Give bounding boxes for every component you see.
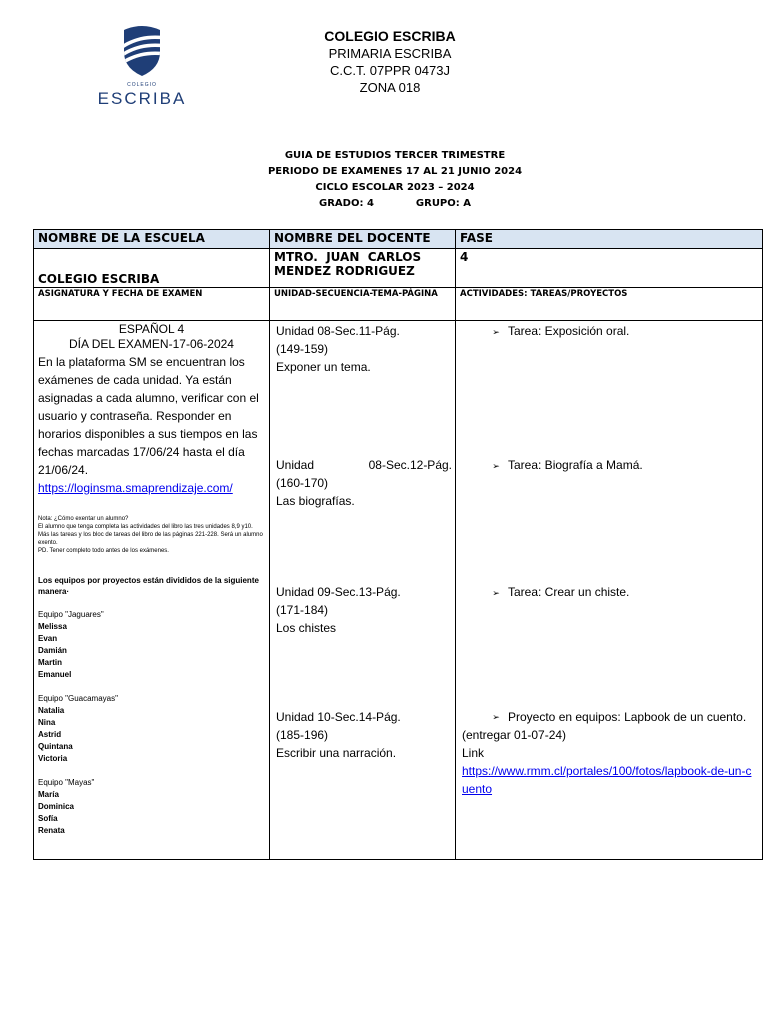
unit-pages: (185-196): [276, 728, 329, 742]
team-name: Equipo "Mayas": [38, 778, 95, 787]
activity-text: Proyecto en equipos: Lapbook de un cuento.: [508, 710, 747, 724]
team-member: Nina: [38, 718, 56, 727]
header-teacher: NOMBRE DEL DOCENTE: [270, 230, 456, 249]
subheader-subject: ASIGNATURA Y FECHA DE EXAMEN: [34, 288, 270, 321]
header-school: NOMBRE DE LA ESCUELA: [34, 230, 270, 249]
subheader-unit: UNIDAD-SECUENCIA-TEMA-PÁGINA: [270, 288, 456, 321]
activity-item: [484, 583, 754, 602]
unit-topic: Escribir una narración.: [276, 746, 397, 760]
deliver-date: (entregar 01-07-24): [462, 728, 567, 742]
arrow-bullet-icon: ➢: [492, 588, 500, 598]
unit-line1: Unidad 08-Sec.11-Pág.: [276, 324, 400, 338]
arrow-bullet-icon: ➢: [492, 327, 500, 337]
school-name: COLEGIO ESCRIBA: [324, 28, 456, 44]
unit-line1-b: 08-Sec.12-Pág.: [368, 458, 452, 472]
team-member: Natalia: [38, 706, 65, 715]
link-label: Link: [462, 746, 485, 760]
info-row: [34, 249, 763, 288]
guide-period: PERIODO DE EXAMENES 17 AL 21 JUNIO 2024: [267, 166, 523, 177]
guide-header: [200, 148, 590, 212]
platform-link[interactable]: https://loginsma.smaprendizaje.com/: [38, 481, 233, 495]
team-member: Melissa: [38, 622, 67, 631]
teams-intro: Los equipos por proyectos están divididos de la siguiente manera·: [38, 576, 259, 596]
activity-text: Tarea: Crear un chiste.: [508, 585, 630, 599]
exam-date: DÍA DEL EXAMEN-17-06-2024: [69, 337, 234, 351]
exemption-note: [38, 515, 265, 555]
unit-line1: Unidad 10-Sec.14-Pág.: [276, 710, 401, 724]
activity-item: [484, 456, 754, 475]
subject-name: ESPAÑOL 4: [118, 322, 185, 336]
team-member: María: [38, 790, 59, 799]
subheader-row: [34, 288, 763, 321]
note-body: El alumno que tenga completa las actividades del libro las tres unidades 8,9 y10. Más las tareas y los bloc de tareas del libro de las páginas 221-228. Será un alumno exento.: [38, 524, 263, 546]
guide-group: GRUPO: A: [415, 198, 471, 209]
content-row: [34, 321, 763, 860]
unit-pages: (171-184): [276, 603, 329, 617]
unit-block: [276, 456, 452, 510]
unit-pages: (160-170): [276, 476, 329, 490]
activity-text: Tarea: Biografía a Mamá.: [508, 458, 643, 472]
header-phase: FASE: [456, 230, 763, 249]
table-header-row: [34, 230, 763, 249]
note-title: Nota: ¿Cómo exentar un alumno?: [38, 516, 129, 522]
teacher-line2: MENDEZ RODRIGUEZ: [274, 264, 415, 278]
team-member: Emanuel: [38, 670, 72, 679]
school-logo: [96, 24, 188, 108]
school-value: COLEGIO ESCRIBA: [34, 249, 270, 288]
subheader-activities: ACTIVIDADES: TAREAS/PROYECTOS: [456, 288, 763, 321]
phase-value: 4: [456, 249, 763, 288]
unit-block: [276, 583, 452, 637]
team-member: Renata: [38, 826, 65, 835]
guide-cycle: CICLO ESCOLAR 2023 – 2024: [315, 182, 475, 193]
teacher-value: [270, 249, 456, 288]
note-pd: PD. Tener completo todo antes de los exámenes.: [38, 548, 169, 554]
shield-icon: [120, 24, 164, 78]
project-line: [462, 708, 756, 726]
logo-big-text: ESCRIBA: [97, 89, 187, 108]
study-guide-table: [33, 229, 763, 860]
logo-small-text: COLEGIO: [127, 82, 157, 88]
team-mayas: [38, 777, 265, 837]
guide-title: GUIA DE ESTUDIOS TERCER TRIMESTRE: [284, 150, 506, 161]
team-member: Damián: [38, 646, 67, 655]
activities-cell: [456, 321, 763, 860]
unit-topic: Las biografías.: [276, 494, 355, 508]
activity-item: [462, 708, 756, 798]
team-member: Evan: [38, 634, 58, 643]
unit-pages: (149-159): [276, 342, 329, 356]
arrow-bullet-icon: ➢: [492, 461, 500, 471]
team-member: Martin: [38, 658, 62, 667]
teacher-line1: MTRO. JUAN CARLOS: [274, 250, 422, 264]
unit-topic: Los chistes: [276, 621, 337, 635]
units-cell: [270, 321, 456, 860]
team-member: Quintana: [38, 742, 73, 751]
unit-line1-a: Unidad: [276, 458, 315, 472]
team-member: Astrid: [38, 730, 62, 739]
school-zone: ZONA 018: [359, 80, 421, 95]
activity-text: Tarea: Exposición oral.: [508, 324, 630, 338]
team-guacamayas: [38, 693, 265, 765]
activity-item: [484, 322, 754, 341]
team-name: Equipo "Guacamayas": [38, 694, 118, 703]
team-member: Sofía: [38, 814, 58, 823]
unit-block: [276, 708, 452, 762]
guide-grade: GRADO: 4: [319, 198, 374, 209]
team-name: Equipo "Jaguares": [38, 610, 104, 619]
unit-topic: Exponer un tema.: [276, 360, 371, 374]
school-level: PRIMARIA ESCRIBA: [328, 46, 452, 61]
lapbook-link[interactable]: https://www.rmm.cl/portales/100/fotos/lapbook-de-un-cuento: [462, 764, 752, 796]
arrow-bullet-icon: ➢: [492, 712, 500, 722]
school-cct: C.C.T. 07PPR 0473J: [330, 63, 450, 78]
exam-instructions: En la plataforma SM se encuentran los exámenes de cada unidad. Ya están asignadas a cada alumno, verificar con el usuario y contraseña. Responder en horarios disponibles a sus tiempos en las fechas marcadas 17/06/24 hasta el día 21/06/24.: [38, 355, 259, 477]
unit-block: [276, 322, 452, 376]
team-member: Victoria: [38, 754, 68, 763]
team-jaguares: [38, 609, 265, 681]
unit-line1: Unidad 09-Sec.13-Pág.: [276, 585, 401, 599]
school-header: [250, 28, 530, 96]
team-member: Dominica: [38, 802, 75, 811]
subject-cell: [34, 321, 270, 860]
